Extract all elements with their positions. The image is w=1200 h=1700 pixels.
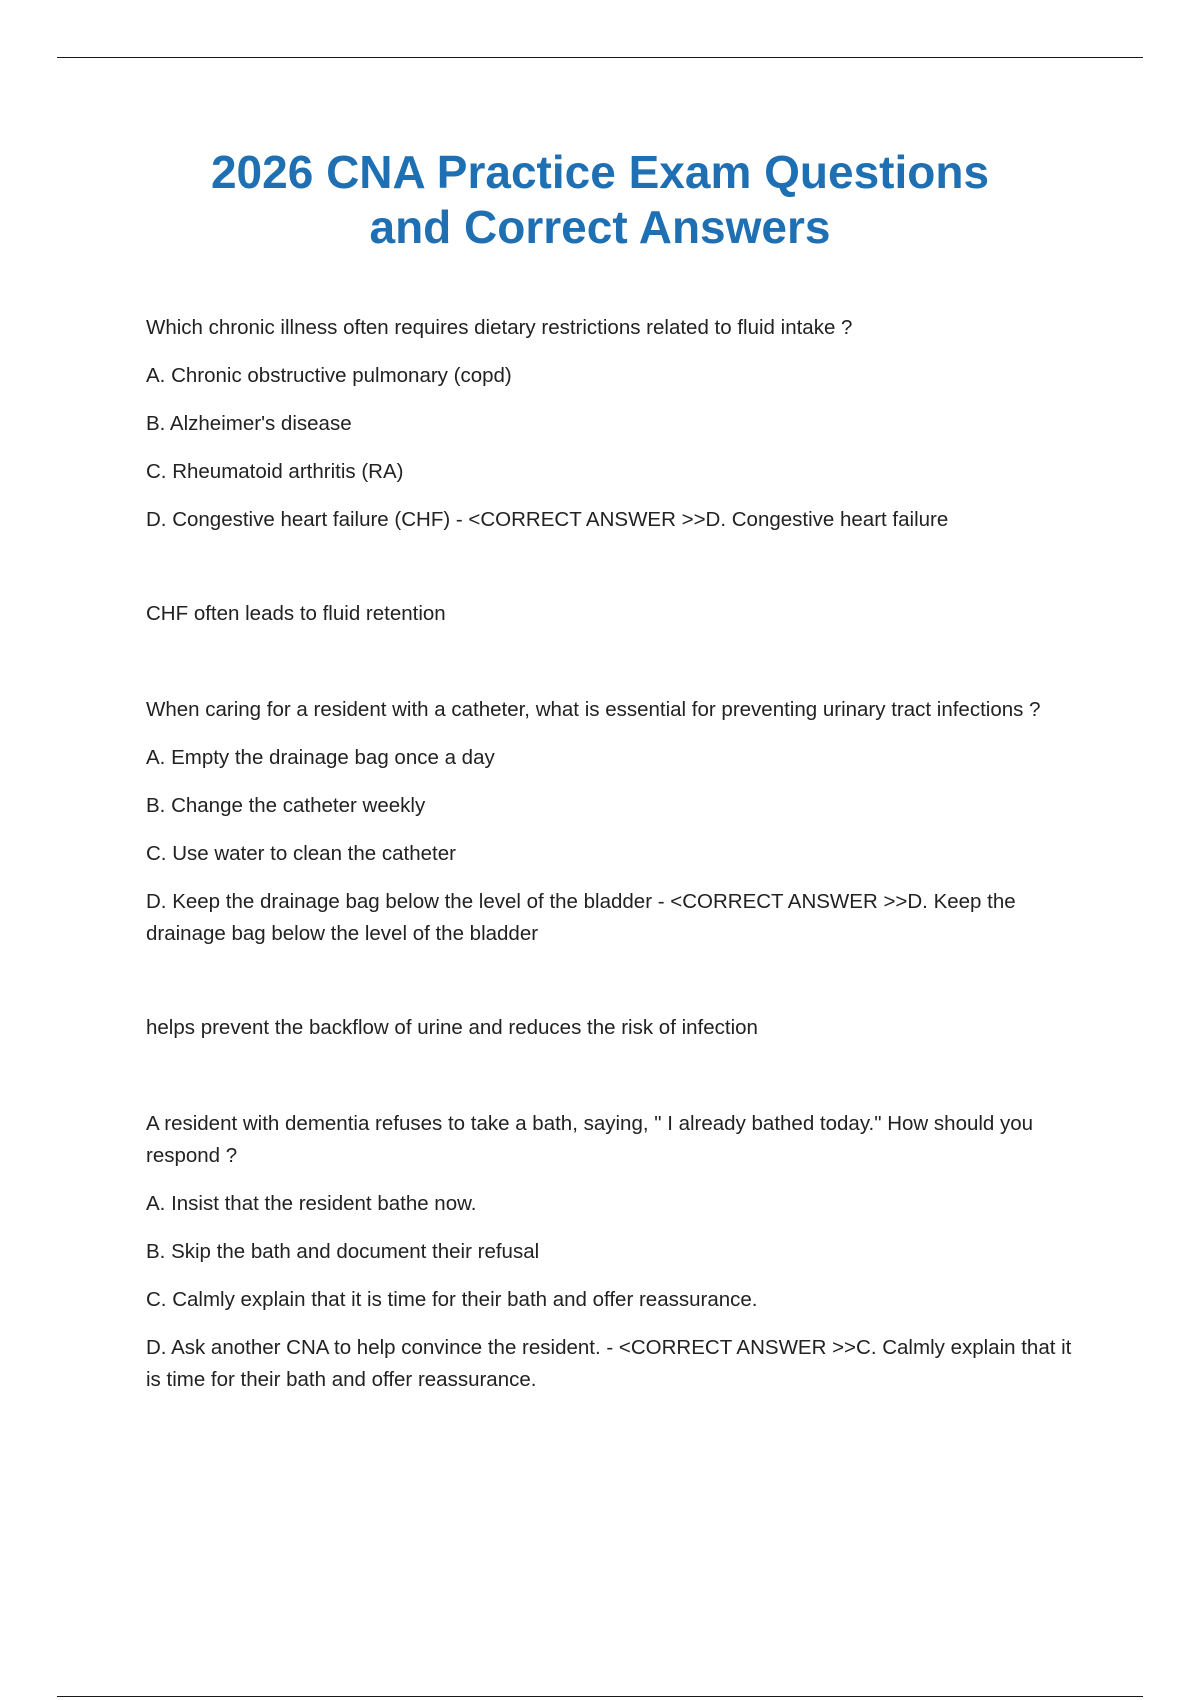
question-block-2 xyxy=(146,694,1086,1044)
title-line-2: and Correct Answers xyxy=(369,201,831,253)
option-c: C. Calmly explain that it is time for their bath and offer reassurance. xyxy=(146,1288,758,1311)
answer-explanation: helps prevent the backflow of urine and reduces the risk of infection xyxy=(146,1016,758,1039)
option-a: A. Insist that the resident bathe now. xyxy=(146,1192,477,1215)
option-d-with-answer: D. Congestive heart failure (CHF) - <CORRECT ANSWER >>D. Congestive heart failure xyxy=(146,508,949,531)
option-a: A. Empty the drainage bag once a day xyxy=(146,746,495,769)
option-b: B. Alzheimer's disease xyxy=(146,412,352,435)
question-text: Which chronic illness often requires dietary restrictions related to fluid intake ? xyxy=(146,316,853,339)
footer-rule xyxy=(57,1696,1143,1697)
question-text: When caring for a resident with a catheter, what is essential for preventing urinary tract infections ? xyxy=(146,698,1041,721)
option-d-with-answer: D. Ask another CNA to help convince the resident. - <CORRECT ANSWER >>C. Calmly explain that it is time for their bath and offer reassurance. xyxy=(146,1336,1072,1391)
question-text: A resident with dementia refuses to take a bath, saying, " I already bathed today." How should you respond ? xyxy=(146,1112,1034,1167)
question-block-1 xyxy=(146,312,1086,630)
option-c: C. Rheumatoid arthritis (RA) xyxy=(146,460,404,483)
option-a: A. Chronic obstructive pulmonary (copd) xyxy=(146,364,512,387)
document-title xyxy=(0,145,1200,255)
question-list xyxy=(146,312,1086,1396)
option-b: B. Change the catheter weekly xyxy=(146,794,426,817)
option-d-with-answer: D. Keep the drainage bag below the level of the bladder - <CORRECT ANSWER >>D. Keep the drainage bag below the level of the bladder xyxy=(146,890,1016,945)
header-rule xyxy=(57,57,1143,58)
option-b: B. Skip the bath and document their refusal xyxy=(146,1240,540,1263)
question-block-3 xyxy=(146,1108,1086,1396)
title-line-1: 2026 CNA Practice Exam Questions xyxy=(210,146,990,198)
answer-explanation: CHF often leads to fluid retention xyxy=(146,602,446,625)
option-c: C. Use water to clean the catheter xyxy=(146,842,456,865)
